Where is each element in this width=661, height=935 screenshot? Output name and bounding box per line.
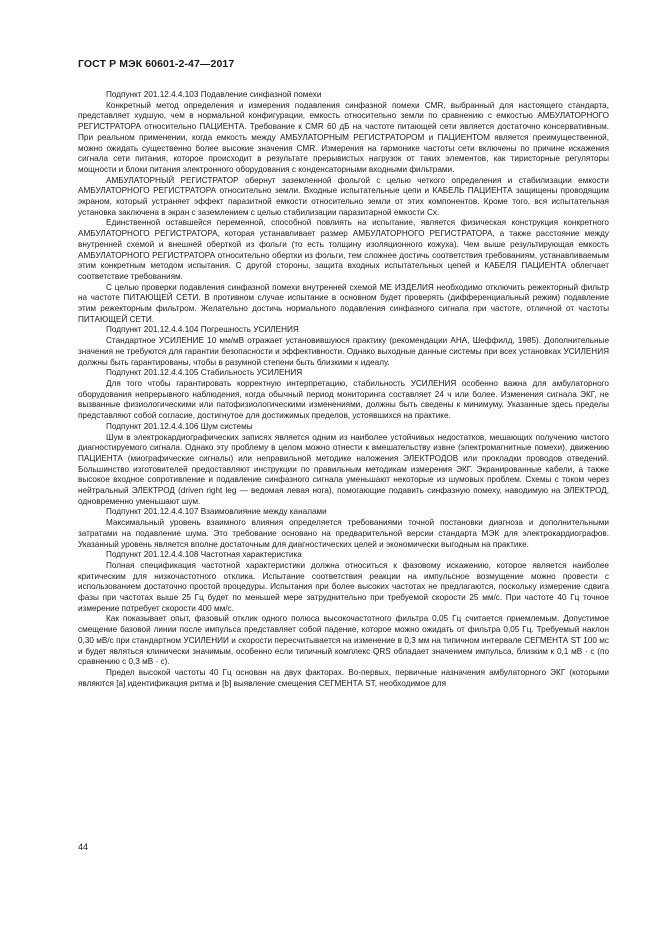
subclause-heading: Подпункт 201.12.4.4.107 Взаимовлияние между каналами <box>106 507 327 517</box>
paragraph: Единственной оставшейся переменной, способной повлиять на испытание, является физическая конструкция конкретного АМБУЛАТОРНОГО РЕГИСТРАТОРА, которая устанавливает размер АМБУЛАТОРНОГО РЕГИСТРАТОРА, а также расстояние между внутренней схемой и внешней оберткой из фольги (то есть толщину изоляционного кожуха). Чем выше результирующая емкость АМБУЛАТОРНОГО РЕГИСТРАТОРА относительно обертки из фольги, тем сложнее достичь соответствия требованиям, устанавливаемым этим конкретным методом испытания. С другой стороны, защита входных испытательных цепей и КАБЕЛЯ ПАЦИЕНТА облегчает соответствие требованиям. <box>78 218 609 281</box>
paragraph: Как показывает опыт, фазовый отклик одного полюса высокочастотного фильтра 0,05 Гц считается приемлемым. Допустимое смещение базовой линии после импульса представляет собой падение, которое можно ожидать от фильтра 0,05 Гц. Требуемый наклон 0,30 мВ/с при стандартном УСИЛЕНИИ и скорости пересчитывается на изменение в 0,3 мм на типичном интервале СЕГМЕНТА ST 100 мс и будет являться клинически значимым, особенно если типичный комплекс QRS обладает значением импульса, близким к 0,1 мВ · с (по сравнению с 0,3 мВ · с). <box>78 614 609 667</box>
document-header: ГОСТ Р МЭК 60601-2-47—2017 <box>78 58 235 70</box>
paragraph: Предел высокой частоты 40 Гц основан на двух факторах. Во-первых, первичные назначения амбулаторного ЭКГ (которыми являются [a] идентификация ритма и [b] выявление смещения СЕГМЕНТА ST, необходимое для <box>78 667 609 688</box>
paragraph: С целью проверки подавления синфазной помехи внутренней схемой МЕ ИЗДЕЛИЯ необходимо отключить режекторный фильтр на частоте ПИТАЮЩЕЙ СЕТИ. В противном случае испытание в основном будет проверять (дифференциальный режим) подавление этим режекторным фильтром. Желательно достичь нормального подавления синфазного сигнала при частоте, отличной от частоты ПИТАЮЩЕЙ СЕТИ. <box>78 282 609 324</box>
paragraph: Максимальный уровень взаимного влияния определяется требованиями точной постановки диагноза и дополнительными затратами на подавление шума. Это требование основано на предварительной версии стандарта МЭК для электрокардиографов. Указанный уровень является вполне достаточным для диагностических целей и экономически выгодным на практике. <box>78 518 609 549</box>
document-body <box>78 90 609 689</box>
subclause-heading: Подпункт 201.12.4.4.104 Погрешность УСИЛЕНИЯ <box>106 325 299 335</box>
paragraph: АМБУЛАТОРНЫЙ РЕГИСТРАТОР обернут заземленной фольгой с целью четкого определения и стабилизации емкости АМБУЛАТОРНОГО РЕГИСТРАТОРА относительно земли. Входные испытательные цепи и КАБЕЛЬ ПАЦИЕНТА защищены проводящим экраном, который устраняет эффект паразитной емкости относительно земли от этих компонентов. Кроме того, вся испытательная установка заключена в экран с заземлением с целью стабилизации паразитарной емкости Сх. <box>78 175 609 217</box>
paragraph: Полная спецификация частотной характеристики должна относиться к фазовому искажению, которое является наиболее критическим для низкочастотного отклика. Испытание соответствия реакции на импульсное возмущение можно провести с использованием достаточно простой процедуры. Испытания при более высоких частотах не предлагаются, поскольку измерение сдвига фазы при частотах выше 25 Гц будет по меньшей мере затруднительно при требуемой скорости 25 мм/с. При частоте 40 Гц точное измерение потребует скорости 400 мм/с. <box>78 560 609 613</box>
paragraph: Шум в электрокардиографических записях является одним из наиболее устойчивых недостатков, мешающих получению чистого диагностируемого сигнала. Однако эту проблему в целом можно отнести к вмешательству извне (электромагнитные помехи), движению ПАЦИЕНТА (миографические сигналы) или неправильной методике наложения ЭЛЕКТРОДОВ или прокладки проводов отведений. Большинство изготовителей предоставляют инструкции по правильным методикам измерения ЭКГ. Экранированные кабели, а также высокое входное сопротивление и подавление синфазного сигнала уменьшают некоторые из шумовых проблем. Схемы с током через нейтральный ЭЛЕКТРОД (driven right leg — ведомая левая нога), помогающие подавить синфазную помеху, наводимую на ЭЛЕКТРОД, одновременно уменьшают шум. <box>78 432 609 506</box>
subclause-heading: Подпункт 201.12.4.4.108 Частотная характеристика <box>106 550 302 560</box>
paragraph: Для того чтобы гарантировать корректную интерпретацию, стабильность УСИЛЕНИЯ особенно важна для амбулаторного оборудования непрерывного наблюдения, когда обычный период мониторинга составляет 24 ч или более. Изменения сигнала ЭКГ, не вызванные физиологическими или патофизиологическими изменениями, должны быть сведены к минимуму. Указанные здесь пределы представляют собой согласие, достигнутое для достижимых пределов, устоявшихся на практике. <box>78 378 609 421</box>
subclause-heading: Подпункт 201.12.4.4.105 Стабильность УСИЛЕНИЯ <box>106 368 303 378</box>
subclause-heading: Подпункт 201.12.4.4.106 Шум системы <box>106 421 253 431</box>
paragraph: Стандартное УСИЛЕНИЕ 10 мм/мВ отражает установившуюся практику (рекомендации АНА, Шеффилд, 1985). Дополнительные значения не требуются для гарантии безопасности и эффективности. Однако выходные данные системы при всех установках УСИЛЕНИЯ должны быть гарантированы, чтобы в разумной степени быть близкими к идеалу. <box>78 336 609 367</box>
page-number: 44 <box>78 842 89 852</box>
paragraph: Конкретный метод определения и измерения подавления синфазной помехи CMR, выбранный для настоящего стандарта, представляет худшую, чем в нормальной конфигурации, емкость относительно земли по сравнению с емкостью АМБУЛАТОРНОГО РЕГИСТРАТОРА относительно ПАЦИЕНТА. Требование к CMR 60 дБ на частоте питающей сети является достаточно консервативным. При реальном применении, когда емкость между АМБУЛАТОРНЫМ РЕГИСТРАТОРОМ и ПАЦИЕНТОМ является преимущественной, можно ожидать существенно более высокие значения CMR. Измерения на гармонике частоты сети включены по причине искажения сигнала сети питания, которое происходит в результате прерывистых нагрузок от таких элементов, как тиристорные регуляторы мощности и блоки питания электронного оборудования с конденсаторными входными фильтрами. <box>78 100 609 174</box>
subclause-heading: Подпункт 201.12.4.4.103 Подавление синфазной помехи <box>106 90 322 99</box>
